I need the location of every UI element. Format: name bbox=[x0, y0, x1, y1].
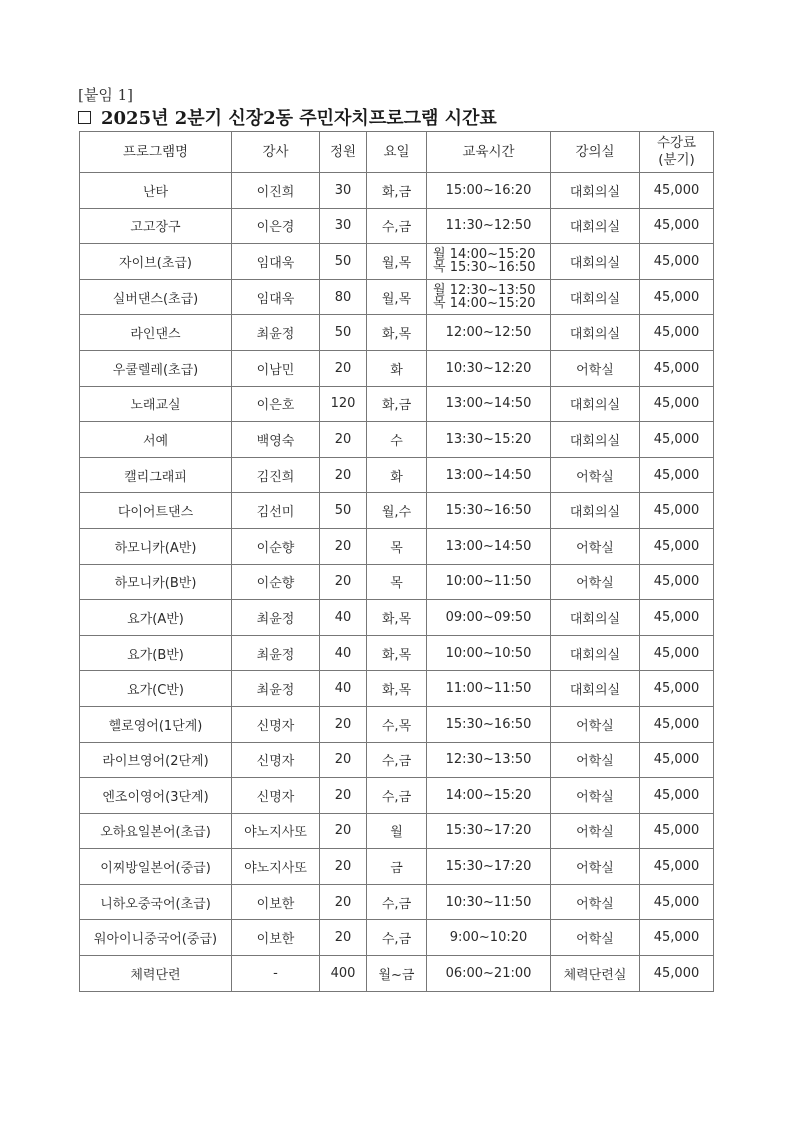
cell-capacity: 30 bbox=[320, 208, 367, 244]
cell-capacity: 40 bbox=[320, 671, 367, 707]
cell-program: 니하오중국어(초급) bbox=[80, 884, 232, 920]
cell-fee: 45,000 bbox=[640, 173, 714, 209]
table-row bbox=[80, 778, 714, 814]
cell-capacity: 20 bbox=[320, 884, 367, 920]
time-line: 12:30~13:50 bbox=[445, 752, 532, 768]
cell-capacity: 20 bbox=[320, 564, 367, 600]
cell-days: 월~금 bbox=[367, 956, 427, 992]
table-row bbox=[80, 849, 714, 885]
cell-time bbox=[427, 956, 551, 992]
cell-program: 요가(C반) bbox=[80, 671, 232, 707]
cell-instructor: - bbox=[232, 956, 320, 992]
cell-instructor: 이진희 bbox=[232, 173, 320, 209]
cell-fee: 45,000 bbox=[640, 671, 714, 707]
cell-room: 대회의실 bbox=[551, 671, 640, 707]
checkbox-square-icon bbox=[78, 111, 91, 124]
time-line: 10:00~11:50 bbox=[445, 574, 532, 590]
table-row bbox=[80, 208, 714, 244]
cell-time bbox=[427, 742, 551, 778]
cell-program: 헬로영어(1단계) bbox=[80, 706, 232, 742]
cell-capacity: 20 bbox=[320, 813, 367, 849]
cell-program: 노래교실 bbox=[80, 386, 232, 422]
cell-instructor: 최윤정 bbox=[232, 600, 320, 636]
table-row bbox=[80, 920, 714, 956]
time-line: 9:00~10:20 bbox=[449, 930, 528, 946]
cell-program: 워아이니중국어(중급) bbox=[80, 920, 232, 956]
cell-capacity: 20 bbox=[320, 920, 367, 956]
time-line: 월 14:00~15:20 bbox=[433, 247, 536, 263]
cell-days: 화,목 bbox=[367, 635, 427, 671]
cell-instructor: 최윤정 bbox=[232, 315, 320, 351]
cell-fee: 45,000 bbox=[640, 493, 714, 529]
cell-days: 월 bbox=[367, 813, 427, 849]
time-line: 15:30~17:20 bbox=[445, 823, 532, 839]
cell-time bbox=[427, 778, 551, 814]
cell-room: 어학실 bbox=[551, 920, 640, 956]
table-row bbox=[80, 956, 714, 992]
cell-capacity: 120 bbox=[320, 386, 367, 422]
cell-instructor: 이은호 bbox=[232, 386, 320, 422]
cell-fee: 45,000 bbox=[640, 600, 714, 636]
table-row bbox=[80, 600, 714, 636]
table-row bbox=[80, 706, 714, 742]
cell-days: 화,금 bbox=[367, 386, 427, 422]
cell-fee: 45,000 bbox=[640, 884, 714, 920]
table-row bbox=[80, 386, 714, 422]
cell-fee: 45,000 bbox=[640, 564, 714, 600]
cell-capacity: 80 bbox=[320, 279, 367, 315]
cell-time bbox=[427, 279, 551, 315]
document-title bbox=[78, 104, 497, 130]
table-row bbox=[80, 279, 714, 315]
cell-days: 월,목 bbox=[367, 279, 427, 315]
cell-capacity: 20 bbox=[320, 528, 367, 564]
cell-program: 요가(B반) bbox=[80, 635, 232, 671]
time-line: 06:00~21:00 bbox=[445, 965, 532, 981]
cell-room: 체력단련실 bbox=[551, 956, 640, 992]
header-fee-line2: (분기) bbox=[658, 152, 695, 168]
cell-room: 어학실 bbox=[551, 457, 640, 493]
cell-time bbox=[427, 564, 551, 600]
header-fee-line1: 수강료 bbox=[656, 135, 697, 151]
cell-instructor: 이순향 bbox=[232, 528, 320, 564]
cell-fee: 45,000 bbox=[640, 813, 714, 849]
cell-program: 캘리그래피 bbox=[80, 457, 232, 493]
cell-time bbox=[427, 315, 551, 351]
cell-room: 대회의실 bbox=[551, 315, 640, 351]
cell-room: 대회의실 bbox=[551, 422, 640, 458]
cell-days: 화,금 bbox=[367, 173, 427, 209]
cell-instructor: 최윤정 bbox=[232, 635, 320, 671]
cell-days: 수,금 bbox=[367, 920, 427, 956]
cell-time bbox=[427, 208, 551, 244]
time-line: 10:30~11:50 bbox=[445, 894, 532, 910]
cell-fee: 45,000 bbox=[640, 706, 714, 742]
cell-time bbox=[427, 386, 551, 422]
cell-instructor: 최윤정 bbox=[232, 671, 320, 707]
cell-days: 수,금 bbox=[367, 778, 427, 814]
cell-capacity: 20 bbox=[320, 457, 367, 493]
time-line: 15:30~17:20 bbox=[445, 859, 532, 875]
cell-capacity: 50 bbox=[320, 315, 367, 351]
cell-capacity: 50 bbox=[320, 493, 367, 529]
cell-instructor: 이은경 bbox=[232, 208, 320, 244]
cell-program: 실버댄스(초급) bbox=[80, 279, 232, 315]
cell-time bbox=[427, 173, 551, 209]
cell-time bbox=[427, 493, 551, 529]
time-line: 10:00~10:50 bbox=[445, 645, 532, 661]
cell-program: 난타 bbox=[80, 173, 232, 209]
cell-days: 월,목 bbox=[367, 244, 427, 280]
cell-time bbox=[427, 635, 551, 671]
time-line: 목 14:00~15:20 bbox=[433, 296, 536, 312]
cell-capacity: 400 bbox=[320, 956, 367, 992]
table-row bbox=[80, 742, 714, 778]
cell-fee: 45,000 bbox=[640, 350, 714, 386]
cell-time bbox=[427, 422, 551, 458]
table-row bbox=[80, 671, 714, 707]
time-line: 10:30~12:20 bbox=[445, 360, 532, 376]
cell-days: 화 bbox=[367, 457, 427, 493]
cell-time bbox=[427, 920, 551, 956]
cell-room: 어학실 bbox=[551, 813, 640, 849]
cell-capacity: 50 bbox=[320, 244, 367, 280]
cell-instructor: 이보한 bbox=[232, 920, 320, 956]
schedule-table bbox=[79, 131, 714, 992]
table-row bbox=[80, 350, 714, 386]
cell-program: 하모니카(B반) bbox=[80, 564, 232, 600]
cell-program: 서예 bbox=[80, 422, 232, 458]
table-row bbox=[80, 528, 714, 564]
cell-program: 우쿨렐레(초급) bbox=[80, 350, 232, 386]
cell-time bbox=[427, 813, 551, 849]
time-line: 13:00~14:50 bbox=[445, 467, 532, 483]
header-instructor: 강사 bbox=[232, 132, 320, 173]
table-row bbox=[80, 173, 714, 209]
cell-fee: 45,000 bbox=[640, 422, 714, 458]
cell-capacity: 20 bbox=[320, 706, 367, 742]
cell-days: 수 bbox=[367, 422, 427, 458]
cell-fee: 45,000 bbox=[640, 920, 714, 956]
cell-instructor: 임대욱 bbox=[232, 244, 320, 280]
table-header-row bbox=[80, 132, 714, 173]
cell-fee: 45,000 bbox=[640, 635, 714, 671]
cell-program: 고고장구 bbox=[80, 208, 232, 244]
time-line: 15:30~16:50 bbox=[445, 716, 532, 732]
cell-capacity: 30 bbox=[320, 173, 367, 209]
table-row bbox=[80, 457, 714, 493]
cell-room: 어학실 bbox=[551, 778, 640, 814]
cell-fee: 45,000 bbox=[640, 386, 714, 422]
cell-capacity: 20 bbox=[320, 422, 367, 458]
cell-time bbox=[427, 849, 551, 885]
cell-program: 엔조이영어(3단계) bbox=[80, 778, 232, 814]
header-room: 강의실 bbox=[551, 132, 640, 173]
time-line: 11:30~12:50 bbox=[445, 218, 532, 234]
cell-room: 대회의실 bbox=[551, 386, 640, 422]
cell-instructor: 이남민 bbox=[232, 350, 320, 386]
cell-time bbox=[427, 706, 551, 742]
cell-room: 대회의실 bbox=[551, 635, 640, 671]
cell-program: 요가(A반) bbox=[80, 600, 232, 636]
cell-room: 대회의실 bbox=[551, 208, 640, 244]
cell-room: 대회의실 bbox=[551, 279, 640, 315]
time-line: 13:00~14:50 bbox=[445, 538, 532, 554]
cell-instructor: 백영숙 bbox=[232, 422, 320, 458]
cell-days: 화,목 bbox=[367, 315, 427, 351]
cell-instructor: 신명자 bbox=[232, 706, 320, 742]
cell-fee: 45,000 bbox=[640, 244, 714, 280]
cell-room: 어학실 bbox=[551, 350, 640, 386]
cell-program: 체력단련 bbox=[80, 956, 232, 992]
table-row bbox=[80, 422, 714, 458]
table-row bbox=[80, 635, 714, 671]
cell-instructor: 이순향 bbox=[232, 564, 320, 600]
cell-room: 어학실 bbox=[551, 884, 640, 920]
cell-room: 대회의실 bbox=[551, 600, 640, 636]
title-text: 2025년 2분기 신장2동 주민자치프로그램 시간표 bbox=[101, 108, 497, 129]
cell-fee: 45,000 bbox=[640, 208, 714, 244]
time-line: 09:00~09:50 bbox=[445, 609, 532, 625]
cell-room: 어학실 bbox=[551, 564, 640, 600]
time-line: 12:00~12:50 bbox=[445, 325, 532, 341]
cell-capacity: 20 bbox=[320, 849, 367, 885]
cell-room: 어학실 bbox=[551, 849, 640, 885]
cell-room: 어학실 bbox=[551, 706, 640, 742]
cell-days: 수,금 bbox=[367, 208, 427, 244]
cell-days: 금 bbox=[367, 849, 427, 885]
time-line: 13:00~14:50 bbox=[445, 396, 532, 412]
header-fee bbox=[640, 132, 714, 173]
cell-fee: 45,000 bbox=[640, 279, 714, 315]
cell-fee: 45,000 bbox=[640, 778, 714, 814]
cell-days: 수,목 bbox=[367, 706, 427, 742]
cell-time bbox=[427, 528, 551, 564]
cell-capacity: 20 bbox=[320, 742, 367, 778]
cell-days: 목 bbox=[367, 528, 427, 564]
cell-time bbox=[427, 671, 551, 707]
table-row bbox=[80, 884, 714, 920]
header-days: 요일 bbox=[367, 132, 427, 173]
table-row bbox=[80, 493, 714, 529]
cell-instructor: 김진희 bbox=[232, 457, 320, 493]
cell-days: 월,수 bbox=[367, 493, 427, 529]
cell-days: 화 bbox=[367, 350, 427, 386]
time-line: 15:00~16:20 bbox=[445, 182, 532, 198]
cell-instructor: 이보한 bbox=[232, 884, 320, 920]
cell-days: 수,금 bbox=[367, 742, 427, 778]
table-row bbox=[80, 244, 714, 280]
cell-fee: 45,000 bbox=[640, 849, 714, 885]
time-line: 목 15:30~16:50 bbox=[433, 260, 536, 276]
time-line: 13:30~15:20 bbox=[445, 431, 532, 447]
cell-program: 오하요일본어(초급) bbox=[80, 813, 232, 849]
time-line: 14:00~15:20 bbox=[445, 787, 532, 803]
cell-time bbox=[427, 244, 551, 280]
cell-program: 이찌방일본어(중급) bbox=[80, 849, 232, 885]
cell-fee: 45,000 bbox=[640, 742, 714, 778]
cell-instructor: 야노지사또 bbox=[232, 813, 320, 849]
cell-fee: 45,000 bbox=[640, 457, 714, 493]
cell-fee: 45,000 bbox=[640, 956, 714, 992]
cell-instructor: 임대욱 bbox=[232, 279, 320, 315]
cell-fee: 45,000 bbox=[640, 315, 714, 351]
cell-capacity: 40 bbox=[320, 600, 367, 636]
table-row bbox=[80, 813, 714, 849]
cell-program: 다이어트댄스 bbox=[80, 493, 232, 529]
cell-time bbox=[427, 457, 551, 493]
cell-room: 대회의실 bbox=[551, 244, 640, 280]
cell-time bbox=[427, 884, 551, 920]
cell-capacity: 20 bbox=[320, 350, 367, 386]
header-capacity: 정원 bbox=[320, 132, 367, 173]
time-line: 15:30~16:50 bbox=[445, 503, 532, 519]
cell-room: 대회의실 bbox=[551, 173, 640, 209]
cell-fee: 45,000 bbox=[640, 528, 714, 564]
attachment-label: [붙임 1] bbox=[78, 86, 133, 104]
table-row bbox=[80, 564, 714, 600]
cell-room: 어학실 bbox=[551, 742, 640, 778]
cell-days: 목 bbox=[367, 564, 427, 600]
cell-days: 수,금 bbox=[367, 884, 427, 920]
cell-capacity: 20 bbox=[320, 778, 367, 814]
cell-instructor: 신명자 bbox=[232, 742, 320, 778]
cell-program: 하모니카(A반) bbox=[80, 528, 232, 564]
time-line: 월 12:30~13:50 bbox=[433, 283, 536, 299]
cell-days: 화,목 bbox=[367, 600, 427, 636]
cell-days: 화,목 bbox=[367, 671, 427, 707]
table-row bbox=[80, 315, 714, 351]
cell-capacity: 40 bbox=[320, 635, 367, 671]
cell-program: 라이브영어(2단계) bbox=[80, 742, 232, 778]
cell-instructor: 야노지사또 bbox=[232, 849, 320, 885]
cell-instructor: 김선미 bbox=[232, 493, 320, 529]
cell-room: 어학실 bbox=[551, 528, 640, 564]
cell-instructor: 신명자 bbox=[232, 778, 320, 814]
cell-program: 자이브(초급) bbox=[80, 244, 232, 280]
header-time: 교육시간 bbox=[427, 132, 551, 173]
cell-time bbox=[427, 600, 551, 636]
cell-room: 대회의실 bbox=[551, 493, 640, 529]
time-line: 11:00~11:50 bbox=[445, 681, 532, 697]
header-program: 프로그램명 bbox=[80, 132, 232, 173]
cell-program: 라인댄스 bbox=[80, 315, 232, 351]
cell-time bbox=[427, 350, 551, 386]
